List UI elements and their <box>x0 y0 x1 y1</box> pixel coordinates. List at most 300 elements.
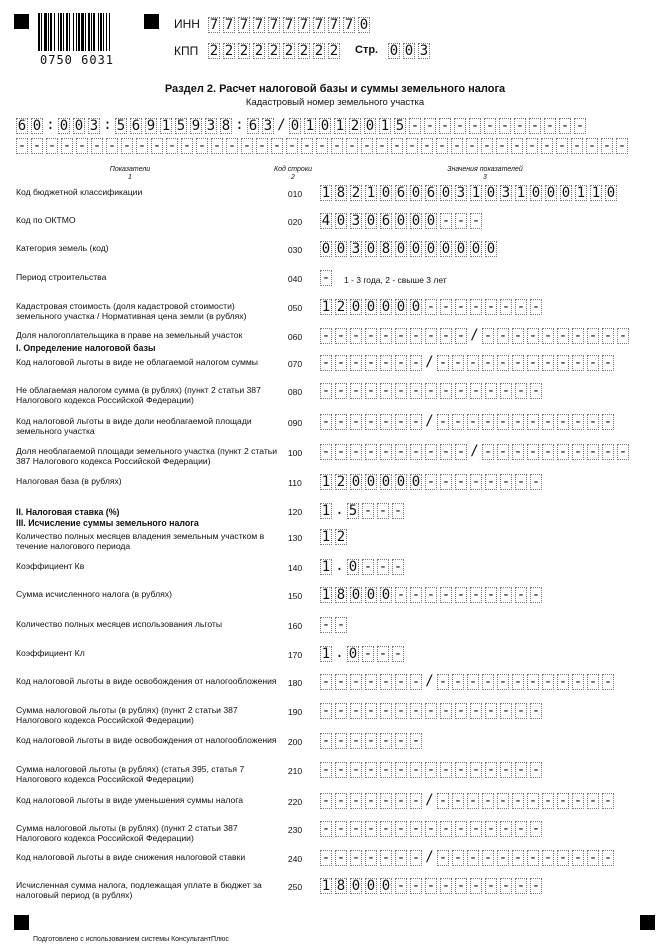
value-230-cell[interactable]: - <box>366 821 376 837</box>
value-240-cell[interactable]: - <box>366 850 376 866</box>
value-060-cell[interactable]: - <box>381 328 391 344</box>
value-190-cell[interactable]: - <box>351 703 361 719</box>
value-060-cell[interactable]: - <box>528 328 538 344</box>
cadastral-line1-cell[interactable]: - <box>530 118 540 134</box>
value-010-cell[interactable]: 0 <box>381 185 391 201</box>
value-110-cell[interactable]: 0 <box>366 474 376 490</box>
value-080-cell[interactable]: - <box>486 383 496 399</box>
cadastral-line2-cell[interactable]: - <box>257 138 267 154</box>
value-140-cell[interactable]: 1 <box>321 559 331 575</box>
cadastral-line1-cell[interactable]: 6 <box>248 118 258 134</box>
value-220-cell[interactable]: - <box>513 793 523 809</box>
value-100-cell[interactable]: - <box>498 444 508 460</box>
value-110-cell[interactable]: - <box>426 474 436 490</box>
kpp-cell[interactable]: 2 <box>314 43 324 59</box>
value-170-separator[interactable]: . <box>335 645 344 661</box>
value-060-cell[interactable]: - <box>558 328 568 344</box>
cadastral-line2-cell[interactable]: - <box>182 138 192 154</box>
value-field-130[interactable] <box>320 529 350 545</box>
cadastral-line1-separator[interactable]: : <box>46 117 55 133</box>
value-field-140[interactable] <box>320 559 407 575</box>
value-060-cell[interactable]: - <box>351 328 361 344</box>
value-190-cell[interactable]: - <box>531 703 541 719</box>
value-020-cell[interactable]: 0 <box>411 213 421 229</box>
value-020-cell[interactable]: 3 <box>351 213 361 229</box>
cadastral-line2-cell[interactable]: - <box>392 138 402 154</box>
value-field-210[interactable] <box>320 762 545 778</box>
value-210-cell[interactable]: - <box>381 762 391 778</box>
value-100-cell[interactable]: - <box>513 444 523 460</box>
value-100-cell[interactable]: - <box>573 444 583 460</box>
value-010-cell[interactable]: 0 <box>546 185 556 201</box>
value-090-cell[interactable]: - <box>558 414 568 430</box>
value-210-cell[interactable]: - <box>456 762 466 778</box>
value-240-separator[interactable]: / <box>425 849 434 865</box>
value-010-cell[interactable]: 0 <box>561 185 571 201</box>
value-250-cell[interactable]: - <box>456 878 466 894</box>
value-090-cell[interactable]: - <box>336 414 346 430</box>
cadastral-line2-cell[interactable]: - <box>527 138 537 154</box>
value-050-cell[interactable]: - <box>441 299 451 315</box>
value-080-cell[interactable]: - <box>366 383 376 399</box>
cadastral-line1-cell[interactable]: 3 <box>263 118 273 134</box>
value-010-cell[interactable]: 1 <box>321 185 331 201</box>
value-010-cell[interactable]: 6 <box>396 185 406 201</box>
value-250-cell[interactable]: - <box>426 878 436 894</box>
cadastral-line1-cell[interactable]: - <box>425 118 435 134</box>
value-150-cell[interactable]: - <box>531 587 541 603</box>
value-150-cell[interactable]: - <box>441 587 451 603</box>
value-100-cell[interactable]: - <box>543 444 553 460</box>
value-200-cell[interactable]: - <box>321 733 331 749</box>
value-090-cell[interactable]: - <box>528 414 538 430</box>
value-210-cell[interactable]: - <box>426 762 436 778</box>
value-250-cell[interactable]: - <box>471 878 481 894</box>
value-240-cell[interactable]: - <box>336 850 346 866</box>
value-180-cell[interactable]: - <box>411 674 421 690</box>
value-120-cell[interactable]: - <box>393 503 403 519</box>
value-100-cell[interactable]: - <box>366 444 376 460</box>
value-070-separator[interactable]: / <box>425 354 434 370</box>
value-100-cell[interactable]: - <box>528 444 538 460</box>
value-120-cell[interactable]: 5 <box>348 503 358 519</box>
value-080-cell[interactable]: - <box>501 383 511 399</box>
value-220-cell[interactable]: - <box>336 793 346 809</box>
value-120-cell[interactable]: - <box>363 503 373 519</box>
cadastral-line1-cell[interactable]: 0 <box>320 118 330 134</box>
value-210-cell[interactable]: - <box>336 762 346 778</box>
cadastral-line2-cell[interactable]: - <box>227 138 237 154</box>
inn-cell[interactable]: 7 <box>239 17 249 33</box>
value-020-cell[interactable]: 0 <box>396 213 406 229</box>
value-240-cell[interactable]: - <box>438 850 448 866</box>
value-150-cell[interactable]: - <box>486 587 496 603</box>
cadastral-line2-cell[interactable]: - <box>77 138 87 154</box>
value-210-cell[interactable]: - <box>516 762 526 778</box>
value-060-cell[interactable]: - <box>396 328 406 344</box>
value-010-cell[interactable]: 0 <box>411 185 421 201</box>
cadastral-line2-cell[interactable]: - <box>32 138 42 154</box>
value-150-cell[interactable]: - <box>456 587 466 603</box>
value-240-cell[interactable]: - <box>543 850 553 866</box>
cadastral-line1-cell[interactable]: 1 <box>335 118 345 134</box>
value-090-cell[interactable]: - <box>483 414 493 430</box>
value-180-cell[interactable]: - <box>321 674 331 690</box>
value-240-cell[interactable]: - <box>351 850 361 866</box>
value-230-cell[interactable]: - <box>501 821 511 837</box>
value-110-cell[interactable]: - <box>501 474 511 490</box>
inn-cell[interactable]: 7 <box>344 17 354 33</box>
cadastral-line1-separator[interactable]: / <box>277 117 286 133</box>
value-070-cell[interactable]: - <box>483 355 493 371</box>
inn-cell[interactable]: 7 <box>314 17 324 33</box>
value-060-cell[interactable]: - <box>336 328 346 344</box>
value-060-separator[interactable]: / <box>470 327 479 343</box>
value-150-cell[interactable]: 0 <box>351 587 361 603</box>
value-180-separator[interactable]: / <box>425 673 434 689</box>
value-150-cell[interactable]: - <box>396 587 406 603</box>
value-100-separator[interactable]: / <box>470 443 479 459</box>
inn-cell[interactable]: 7 <box>269 17 279 33</box>
value-210-cell[interactable]: - <box>471 762 481 778</box>
value-010-cell[interactable]: 3 <box>456 185 466 201</box>
cadastral-line1-cell[interactable]: - <box>455 118 465 134</box>
cadastral-line1-cell[interactable]: 6 <box>17 118 27 134</box>
value-090-cell[interactable]: - <box>396 414 406 430</box>
value-240-cell[interactable]: - <box>483 850 493 866</box>
value-200-cell[interactable]: - <box>396 733 406 749</box>
value-110-cell[interactable]: 1 <box>321 474 331 490</box>
value-030-cell[interactable]: 0 <box>456 241 466 257</box>
value-110-cell[interactable]: 2 <box>336 474 346 490</box>
value-230-cell[interactable]: - <box>321 821 331 837</box>
value-110-cell[interactable]: - <box>441 474 451 490</box>
cadastral-line2-cell[interactable]: - <box>407 138 417 154</box>
value-210-cell[interactable]: - <box>321 762 331 778</box>
value-070-cell[interactable]: - <box>438 355 448 371</box>
value-060-cell[interactable]: - <box>513 328 523 344</box>
cadastral-line1-cell[interactable]: 0 <box>59 118 69 134</box>
value-170-cell[interactable]: 0 <box>348 646 358 662</box>
value-080-cell[interactable]: - <box>351 383 361 399</box>
cadastral-line2-cell[interactable]: - <box>242 138 252 154</box>
value-220-cell[interactable]: - <box>603 793 613 809</box>
value-220-cell[interactable]: - <box>453 793 463 809</box>
value-050-cell[interactable]: - <box>471 299 481 315</box>
value-180-cell[interactable]: - <box>498 674 508 690</box>
value-220-cell[interactable]: - <box>558 793 568 809</box>
value-090-separator[interactable]: / <box>425 413 434 429</box>
cadastral-line2-cell[interactable]: - <box>122 138 132 154</box>
value-010-cell[interactable]: 1 <box>471 185 481 201</box>
value-150-cell[interactable]: 1 <box>321 587 331 603</box>
value-070-cell[interactable]: - <box>366 355 376 371</box>
value-190-cell[interactable]: - <box>456 703 466 719</box>
cadastral-line1-cell[interactable]: - <box>500 118 510 134</box>
value-field-240[interactable] <box>320 850 617 866</box>
value-030-cell[interactable]: 0 <box>411 241 421 257</box>
inn-cell[interactable]: 7 <box>329 17 339 33</box>
value-090-cell[interactable]: - <box>366 414 376 430</box>
cadastral-line2-cell[interactable]: - <box>512 138 522 154</box>
value-090-cell[interactable]: - <box>321 414 331 430</box>
inn-cell[interactable]: 7 <box>299 17 309 33</box>
cadastral-line1-separator[interactable]: : <box>235 117 244 133</box>
value-050-cell[interactable]: - <box>531 299 541 315</box>
value-field-090[interactable] <box>320 414 617 430</box>
value-250-cell[interactable]: - <box>396 878 406 894</box>
value-230-cell[interactable]: - <box>411 821 421 837</box>
value-210-cell[interactable]: - <box>411 762 421 778</box>
value-250-cell[interactable]: - <box>531 878 541 894</box>
cadastral-line2-cell[interactable]: - <box>377 138 387 154</box>
value-110-cell[interactable]: - <box>456 474 466 490</box>
value-100-cell[interactable]: - <box>558 444 568 460</box>
value-100-cell[interactable]: - <box>336 444 346 460</box>
inn-cell[interactable]: 7 <box>284 17 294 33</box>
value-field-050[interactable] <box>320 299 545 315</box>
cadastral-line1-cell[interactable]: - <box>560 118 570 134</box>
value-240-cell[interactable]: - <box>381 850 391 866</box>
cadastral-line2-cell[interactable]: - <box>137 138 147 154</box>
value-070-cell[interactable]: - <box>336 355 346 371</box>
value-240-cell[interactable]: - <box>411 850 421 866</box>
value-100-cell[interactable]: - <box>483 444 493 460</box>
value-070-cell[interactable]: - <box>513 355 523 371</box>
value-020-cell[interactable]: - <box>471 213 481 229</box>
value-030-cell[interactable]: 3 <box>351 241 361 257</box>
value-170-cell[interactable]: - <box>363 646 373 662</box>
value-220-cell[interactable]: - <box>321 793 331 809</box>
value-050-cell[interactable]: - <box>486 299 496 315</box>
value-070-cell[interactable]: - <box>351 355 361 371</box>
value-180-cell[interactable]: - <box>483 674 493 690</box>
value-030-cell[interactable]: 0 <box>426 241 436 257</box>
value-010-cell[interactable]: 1 <box>366 185 376 201</box>
inn-cell[interactable]: 0 <box>359 17 369 33</box>
cadastral-line2-cell[interactable]: - <box>107 138 117 154</box>
value-250-cell[interactable]: 0 <box>381 878 391 894</box>
cadastral-line2-cell[interactable]: - <box>572 138 582 154</box>
value-250-cell[interactable]: 1 <box>321 878 331 894</box>
value-100-cell[interactable]: - <box>351 444 361 460</box>
value-220-cell[interactable]: - <box>483 793 493 809</box>
cadastral-line2-cell[interactable]: - <box>437 138 447 154</box>
value-010-cell[interactable]: 1 <box>576 185 586 201</box>
value-060-cell[interactable]: - <box>483 328 493 344</box>
value-250-cell[interactable]: - <box>516 878 526 894</box>
value-250-cell[interactable]: - <box>486 878 496 894</box>
value-230-cell[interactable]: - <box>531 821 541 837</box>
value-090-cell[interactable]: - <box>513 414 523 430</box>
cadastral-line1-cell[interactable]: 1 <box>161 118 171 134</box>
value-190-cell[interactable]: - <box>516 703 526 719</box>
value-250-cell[interactable]: 8 <box>336 878 346 894</box>
value-100-cell[interactable]: - <box>381 444 391 460</box>
value-180-cell[interactable]: - <box>438 674 448 690</box>
value-230-cell[interactable]: - <box>441 821 451 837</box>
value-190-cell[interactable]: - <box>366 703 376 719</box>
value-field-170[interactable] <box>320 646 407 662</box>
value-010-cell[interactable]: 1 <box>591 185 601 201</box>
cadastral-line2-cell[interactable]: - <box>362 138 372 154</box>
cadastral-line1-cell[interactable]: - <box>515 118 525 134</box>
value-150-cell[interactable]: - <box>516 587 526 603</box>
value-100-cell[interactable]: - <box>456 444 466 460</box>
value-180-cell[interactable]: - <box>336 674 346 690</box>
value-field-060[interactable] <box>320 328 632 344</box>
value-190-cell[interactable]: - <box>381 703 391 719</box>
value-200-cell[interactable]: - <box>351 733 361 749</box>
cadastral-line2-cell[interactable]: - <box>617 138 627 154</box>
value-field-110[interactable] <box>320 474 545 490</box>
value-220-cell[interactable]: - <box>468 793 478 809</box>
value-field-230[interactable] <box>320 821 545 837</box>
cadastral-line2-cell[interactable]: - <box>317 138 327 154</box>
value-090-cell[interactable]: - <box>351 414 361 430</box>
value-060-cell[interactable]: - <box>498 328 508 344</box>
cadastral-line1-cell[interactable]: - <box>440 118 450 134</box>
cadastral-line2-cell[interactable]: - <box>332 138 342 154</box>
value-030-cell[interactable]: 8 <box>381 241 391 257</box>
page-number-cell[interactable]: 0 <box>404 43 414 59</box>
value-070-cell[interactable]: - <box>528 355 538 371</box>
cadastral-line2-cell[interactable]: - <box>62 138 72 154</box>
cadastral-line2-cell[interactable]: - <box>602 138 612 154</box>
value-060-cell[interactable]: - <box>366 328 376 344</box>
cadastral-line1-cell[interactable]: 0 <box>74 118 84 134</box>
kpp-cell[interactable]: 2 <box>329 43 339 59</box>
cadastral-line2-cell[interactable]: - <box>287 138 297 154</box>
value-210-cell[interactable]: - <box>486 762 496 778</box>
value-090-cell[interactable]: - <box>498 414 508 430</box>
value-230-cell[interactable]: - <box>381 821 391 837</box>
kpp-cell[interactable]: 2 <box>239 43 249 59</box>
cadastral-line1-cell[interactable]: 3 <box>206 118 216 134</box>
value-090-cell[interactable]: - <box>573 414 583 430</box>
value-240-cell[interactable]: - <box>558 850 568 866</box>
value-240-cell[interactable]: - <box>588 850 598 866</box>
value-110-cell[interactable]: - <box>471 474 481 490</box>
value-100-cell[interactable]: - <box>441 444 451 460</box>
value-220-cell[interactable]: - <box>381 793 391 809</box>
value-120-separator[interactable]: . <box>335 502 344 518</box>
value-150-cell[interactable]: - <box>426 587 436 603</box>
cadastral-line1-cell[interactable]: 5 <box>116 118 126 134</box>
cadastral-line2-cell[interactable]: - <box>452 138 462 154</box>
value-060-cell[interactable]: - <box>603 328 613 344</box>
value-010-cell[interactable]: 0 <box>531 185 541 201</box>
value-170-cell[interactable]: - <box>393 646 403 662</box>
value-field-040[interactable] <box>320 270 335 286</box>
value-010-cell[interactable]: 3 <box>501 185 511 201</box>
value-050-cell[interactable]: - <box>456 299 466 315</box>
value-220-cell[interactable]: - <box>366 793 376 809</box>
kpp-cell[interactable]: 2 <box>269 43 279 59</box>
value-170-cell[interactable]: 1 <box>321 646 331 662</box>
value-220-cell[interactable]: - <box>351 793 361 809</box>
value-140-separator[interactable]: . <box>335 558 344 574</box>
value-060-cell[interactable]: - <box>588 328 598 344</box>
value-160-cell[interactable]: - <box>336 617 346 633</box>
value-190-cell[interactable]: - <box>396 703 406 719</box>
value-030-cell[interactable]: 0 <box>471 241 481 257</box>
value-110-cell[interactable]: - <box>531 474 541 490</box>
value-180-cell[interactable]: - <box>381 674 391 690</box>
value-180-cell[interactable]: - <box>588 674 598 690</box>
value-210-cell[interactable]: - <box>351 762 361 778</box>
value-200-cell[interactable]: - <box>381 733 391 749</box>
value-field-100[interactable] <box>320 444 632 460</box>
value-080-cell[interactable]: - <box>411 383 421 399</box>
value-030-cell[interactable]: 0 <box>441 241 451 257</box>
cadastral-line2-cell[interactable]: - <box>587 138 597 154</box>
value-100-cell[interactable]: - <box>603 444 613 460</box>
value-field-080[interactable] <box>320 383 545 399</box>
value-090-cell[interactable]: - <box>468 414 478 430</box>
inn-cell[interactable]: 7 <box>209 17 219 33</box>
value-030-cell[interactable]: 0 <box>336 241 346 257</box>
value-090-cell[interactable]: - <box>588 414 598 430</box>
value-250-cell[interactable]: - <box>501 878 511 894</box>
value-020-cell[interactable]: - <box>441 213 451 229</box>
value-010-cell[interactable]: 1 <box>516 185 526 201</box>
value-150-cell[interactable]: 8 <box>336 587 346 603</box>
value-190-cell[interactable]: - <box>441 703 451 719</box>
value-180-cell[interactable]: - <box>468 674 478 690</box>
value-070-cell[interactable]: - <box>603 355 613 371</box>
value-060-cell[interactable]: - <box>618 328 628 344</box>
value-080-cell[interactable]: - <box>396 383 406 399</box>
value-010-cell[interactable]: 8 <box>336 185 346 201</box>
value-140-cell[interactable]: - <box>378 559 388 575</box>
cadastral-line1-separator[interactable]: : <box>103 117 112 133</box>
cadastral-line1-cell[interactable]: 0 <box>365 118 375 134</box>
value-230-cell[interactable]: - <box>471 821 481 837</box>
value-030-cell[interactable]: 0 <box>321 241 331 257</box>
value-220-cell[interactable]: - <box>498 793 508 809</box>
value-220-cell[interactable]: - <box>573 793 583 809</box>
value-090-cell[interactable]: - <box>411 414 421 430</box>
value-070-cell[interactable]: - <box>396 355 406 371</box>
cadastral-line2-cell[interactable]: - <box>347 138 357 154</box>
value-060-cell[interactable]: - <box>543 328 553 344</box>
value-240-cell[interactable]: - <box>528 850 538 866</box>
value-150-cell[interactable]: - <box>501 587 511 603</box>
value-240-cell[interactable]: - <box>498 850 508 866</box>
cadastral-line1-cell[interactable]: 5 <box>176 118 186 134</box>
cadastral-line1-cell[interactable]: - <box>470 118 480 134</box>
value-230-cell[interactable]: - <box>486 821 496 837</box>
value-060-cell[interactable]: - <box>411 328 421 344</box>
kpp-cell[interactable]: 2 <box>224 43 234 59</box>
cadastral-line1-cell[interactable]: 9 <box>146 118 156 134</box>
value-050-cell[interactable]: - <box>426 299 436 315</box>
value-080-cell[interactable]: - <box>441 383 451 399</box>
value-190-cell[interactable]: - <box>321 703 331 719</box>
value-210-cell[interactable]: - <box>501 762 511 778</box>
value-210-cell[interactable]: - <box>441 762 451 778</box>
value-field-220[interactable] <box>320 793 617 809</box>
value-190-cell[interactable]: - <box>336 703 346 719</box>
value-010-cell[interactable]: 0 <box>606 185 616 201</box>
cadastral-line1-cell[interactable]: 0 <box>290 118 300 134</box>
value-090-cell[interactable]: - <box>438 414 448 430</box>
value-180-cell[interactable]: - <box>558 674 568 690</box>
cadastral-line1-cell[interactable]: - <box>545 118 555 134</box>
value-230-cell[interactable]: - <box>336 821 346 837</box>
value-100-cell[interactable]: - <box>618 444 628 460</box>
